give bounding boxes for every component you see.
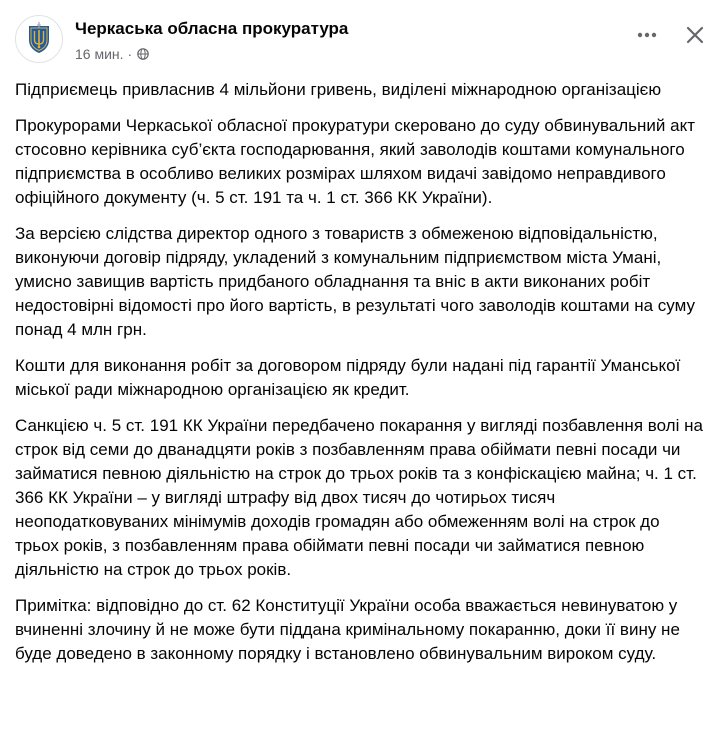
post-paragraph: Санкцією ч. 5 ст. 191 КК України передбачено покарання у вигляді позбавлення волі на строк від семи до дванадцяти років з позбавленням права обіймати певні посади чи займатися певною діяльністю на строк до трьох років та з конфіскацією майна; ч. 1 ст. 366 КК України – у вигляді штрафу від двох тисяч до чотирьох тисяч неоподатковуваних мінімумів доходів громадян або обмеженням волі на строк до трьох років, з позбавленням права обіймати певні посади чи займатися певною діяльністю на строк до трьох років.	[15, 416, 703, 579]
post-header-actions	[634, 22, 708, 48]
post-paragraph: За версією слідства директор одного з товариств з обмеженою відповідальністю, виконуючи договір підряду, укладений з комунальним підприємством міста Умані, умисно завищив вартість придбаного обладнання та вніс в акти виконаних робіт недостовірні відомості про його вартість, в результаті чого заволодів коштами на суму понад 4 млн грн.	[15, 224, 695, 339]
post-headline: Підприємець привласнив 4 мільйони гривень, виділені міжнародною організацією	[15, 80, 662, 99]
page-author-name[interactable]: Черкаська обласна прокуратура	[75, 19, 349, 38]
post-body	[15, 78, 707, 678]
post-meta	[75, 46, 149, 62]
meta-separator: ·	[127, 46, 133, 62]
avatar[interactable]	[15, 15, 63, 63]
post-paragraph: Кошти для виконання робіт за договором підряду були надані під гарантії Уманської міської ради міжнародною організацією як кредит.	[15, 356, 681, 399]
prosecutor-emblem-icon	[16, 16, 62, 62]
more-dots-icon[interactable]	[634, 22, 660, 48]
post-paragraph: Примітка: відповідно до ст. 62 Конституції України особа вважається невинуватою у вчиненні злочину й не може бути піддана кримінальному покаранню, доки її вину не буде доведено в законному порядку і встановлено обвинувальним вироком суду.	[15, 596, 680, 663]
post-paragraph: Прокурорами Черкаської обласної прокуратури скеровано до суду обвинувальний акт стосовно керівника суб’єкта господарювання, який заволодів коштами комунального підприємства в особливо великих розмірах шляхом видачі завідомо неправдивого офіційного документу (ч. 5 ст. 191 та ч. 1 ст. 366 КК України).	[15, 116, 695, 207]
post-timestamp[interactable]: 16 мин.	[75, 46, 124, 62]
close-icon[interactable]	[682, 22, 708, 48]
globe-icon[interactable]	[137, 48, 149, 60]
